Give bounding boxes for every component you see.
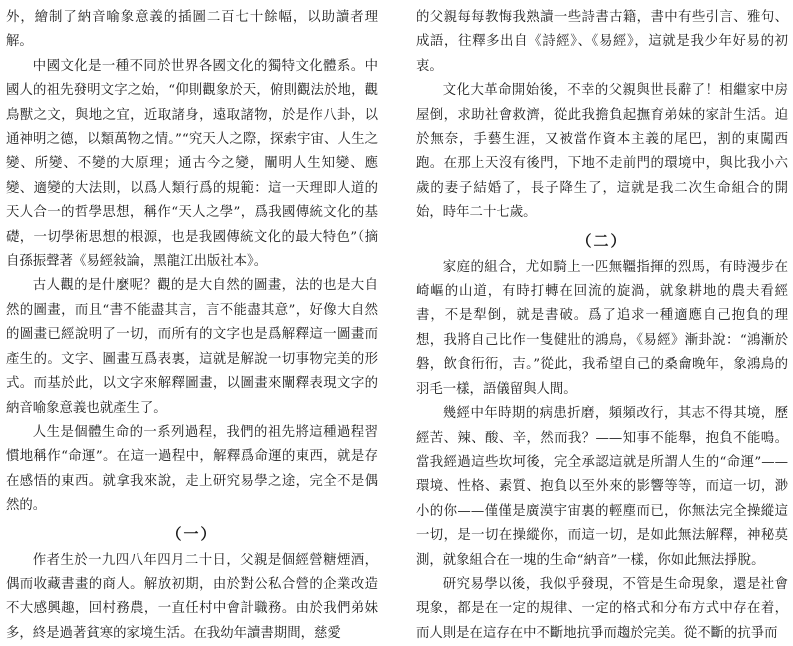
paragraph-life-destiny: 人生是個體生命的一系列過程，我們的祖先將這種過程習慣地稱作“命運”。在這一過程中，解釋爲命運的東西，就是存在感悟的東西。就拿我來說，走上研究易學之途，完全不是偶然的。 bbox=[6, 424, 378, 514]
paragraph-illustrations: 外，繪制了納音喻象意義的插圖二百七十餘幅，以助讀者理解。 bbox=[6, 10, 378, 50]
paragraph-study-yi: 研究易學以後，我似乎發現，不管是生命現象，還是社會現象，都是在一定的規律、一定的格式和分布方式中存在着，而人則是在這存在中不斷地抗爭而趨於完美。從不斷的抗爭而 bbox=[416, 576, 788, 641]
left-text-column bbox=[6, 6, 378, 641]
section-heading-one: （一） bbox=[166, 524, 218, 543]
right-text-column bbox=[416, 6, 788, 641]
paragraph-middle-age: 幾經中年時期的病患折磨，頻頻改行，其志不得其境，歷經苦、辣、酸、辛，然而我？——知事不能舉，抱負不能鳴。當我經過這些坎坷後，完全承認這就是所謂人生的“命運”——環境、性格、素質、抱負以至外來的影響等等，而這一切，渺小的你——僅僅是廣漠宇宙裏的輕塵而已，你無法完全操縱這一切，是一切在操縱你，而這一切，是如此無法解釋，神秘莫測，就象組合在一塊的生命“納音”一樣，你如此無法掙脫。 bbox=[416, 406, 788, 568]
paragraph-family-horse: 家庭的組合，尤如騎上一匹無韁指揮的烈馬，有時漫步在崎嶇的山道，有時打轉在回流的旋渦，就象耕地的農夫看經書，不是犁倒，就是書破。爲了追求一種適應自己抱負的理想，我將自己比作一隻健壯的鴻鳥，《易經》漸卦說：“鴻漸於磐，飲食衎衎，吉。”從此，我希望自己的桑龠晚年，象鴻鳥的羽毛一樣，語儀留與人間。 bbox=[416, 259, 788, 397]
paragraph-cultural-revolution: 文化大革命開始後，不幸的父親與世長辭了！相繼家中房屋倒，求助社會救濟，從此我擔負起撫育弟妹的家計生活。迫於無奈，手藝生涯，又被當作資本主義的尾巴，割的東闖西跑。在那上天沒有後門，下地不走前門的環境中，與比我小六歲的妻子結婚了，長子降生了，這就是我二次生命組合的開始，時年二十七歲。 bbox=[416, 83, 788, 221]
section-heading-two: （二） bbox=[576, 231, 628, 250]
paragraph-chinese-culture: 中國文化是一種不同於世界各國文化的獨特文化體系。中國人的祖先發明文字之始，“仰則觀象於天，俯則觀法於地，觀鳥獸之文，與地之宜，近取諸身，遠取諸物，於是作八卦，以通神明之德，以類萬物之情。”“究天人之際，探索宇宙、人生之變、所變、不變的大原理；通古今之變，闡明人生知變、應變、適變的大法則，以爲人類行爲的規範：這一天理即人道的天人合一的哲學思想，稱作“天人之學”，爲我國傳統文化的基礎，一切學術思想的根源，也是我國傳統文化的最大特色”（摘自孫振聲著《易經敍論，黑龍江出版社本》。 bbox=[6, 58, 378, 270]
paragraph-father-teaching: 的父親每每教悔我熟讀一些詩書古籍，書中有些引言、雅句、成語，往釋多出自《詩經》、《易經》，這就是我少年好易的初衷。 bbox=[416, 10, 788, 74]
paragraph-ancients-observe: 古人觀的是什麼呢？觀的是大自然的圖畫，法的也是大自然的圖畫，而且“書不能盡其言，言不能盡其意”，好像大自然的圖畫已經說明了一切，而所有的文字也是爲解釋這一圖畫而產生的。文字、圖畫互爲表裏，這就是解說一切事物完美的形式。而基於此，以文字來解釋圖畫，以圖畫來闡釋表現文字的納音喻象意義也就產生了。 bbox=[6, 278, 378, 416]
paragraph-author-birth: 作者生於一九四八年四月二十日，父親是個經營糖煙酒，偶而收藏書畫的商人。解放初期，由於對公私合營的企業改造不大感興趣，回村務農，一直任村中會計職務。由於我們弟妹多，終是過著貧寒的家境生活。在我幼年讀書期間，慈愛 bbox=[6, 552, 378, 641]
